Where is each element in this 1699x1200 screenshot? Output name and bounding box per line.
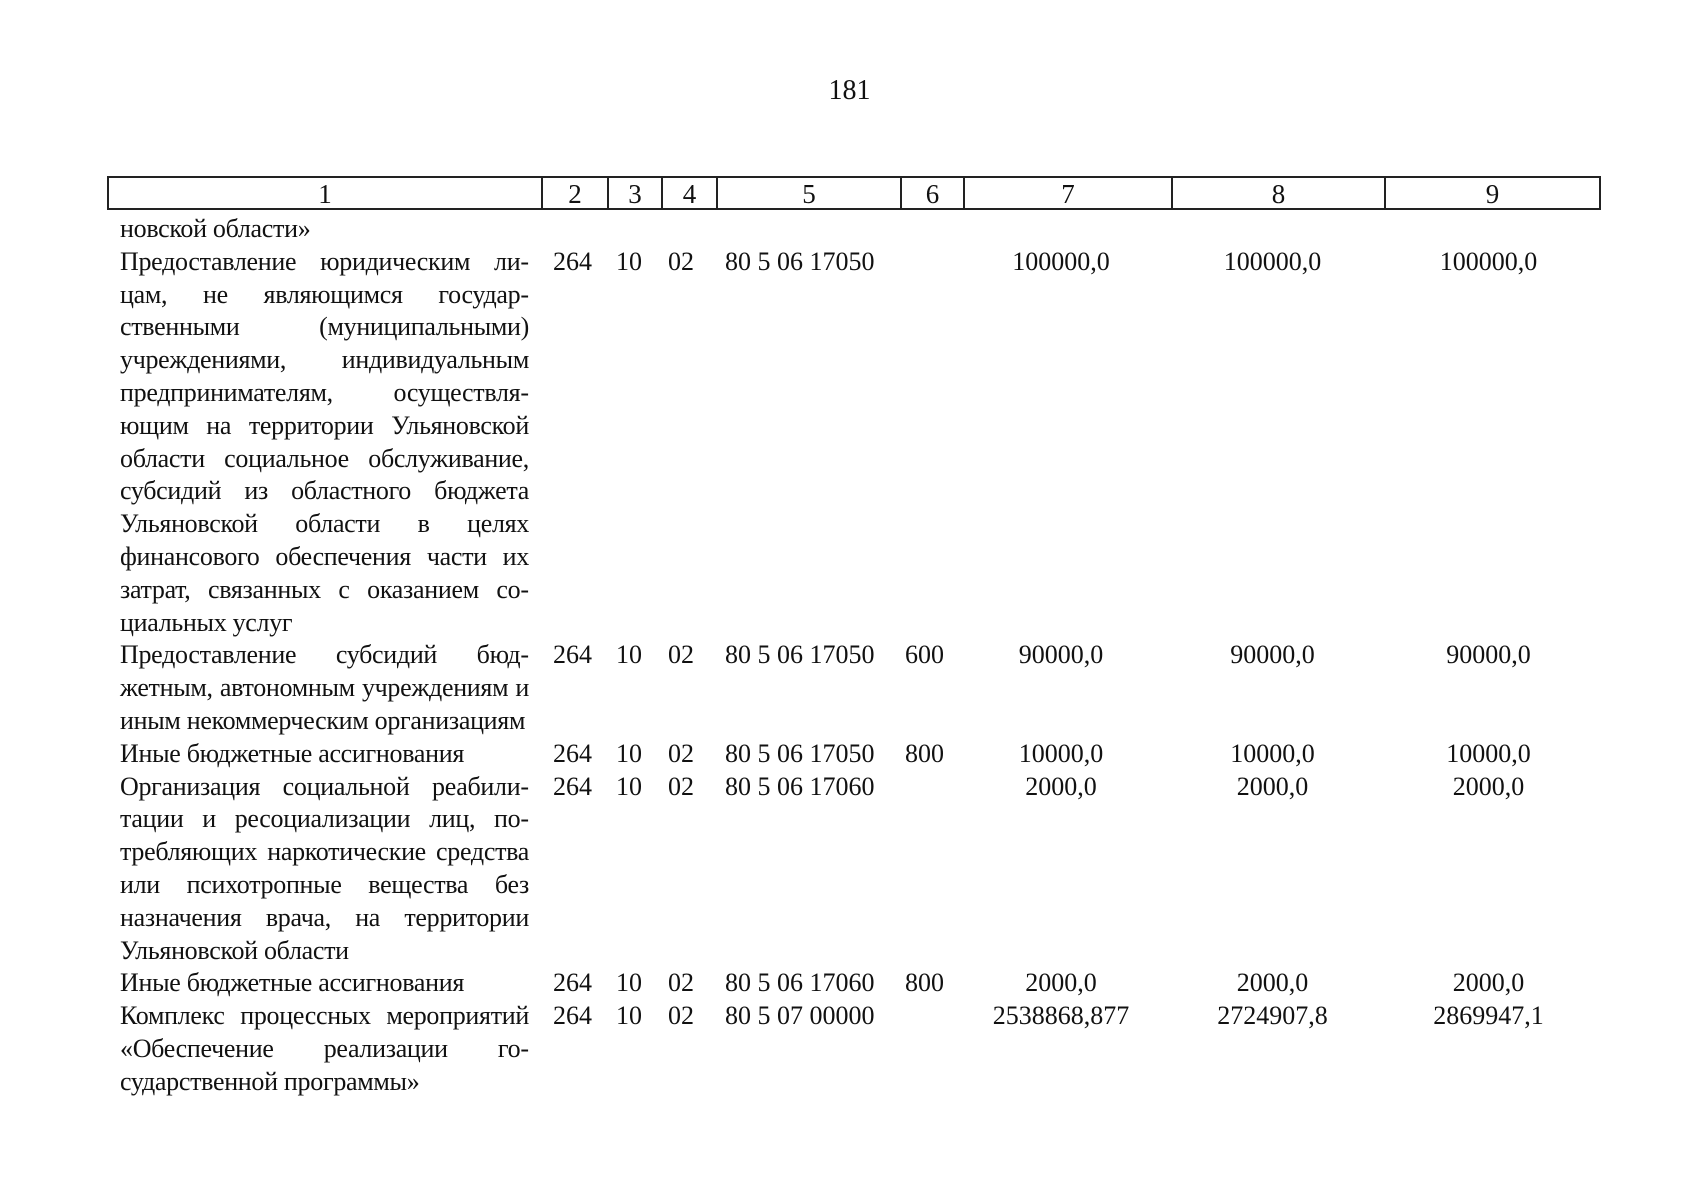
row-description: новской области» (120, 214, 311, 243)
row-code-col-2: 264 (553, 246, 592, 276)
row-code-col-4: 02 (668, 738, 694, 768)
row-code-col-6 (898, 213, 961, 246)
row-amount-col-7 (961, 213, 1169, 246)
row-code-col-5: 80 5 06 17050 (725, 738, 875, 768)
row-code-col-6: 600 (905, 640, 944, 670)
row-amount-col-8: 90000,0 (1230, 640, 1315, 670)
row-code-col-5: 80 5 06 17060 (725, 968, 875, 998)
row-description: Предоставление субсидий бюджетным, автономным учреждениям и иным некоммерческим организациям (120, 640, 529, 735)
row-amount-col-7: 90000,0 (1018, 640, 1104, 670)
row-code-col-6 (898, 1000, 961, 1098)
row-code-col-2: 264 (553, 738, 592, 768)
row-amount-col-7: 100000,0 (1012, 246, 1110, 276)
row-code-col-4: 02 (668, 640, 694, 670)
row-code-col-5: 80 5 06 17050 (725, 246, 875, 276)
header-col-8: 8 (1171, 178, 1384, 208)
row-code-col-3: 10 (616, 640, 642, 670)
header-col-9: 9 (1384, 178, 1599, 208)
row-amount-col-9: 2000,0 (1452, 968, 1525, 998)
row-amount-col-7: 2000,0 (1025, 968, 1097, 998)
header-col-1: 1 (318, 179, 332, 209)
row-amount-col-9: 90000,0 (1446, 640, 1531, 670)
row-code-col-3: 10 (616, 1001, 642, 1031)
row-amount-col-9: 2000,0 (1452, 771, 1525, 801)
row-code-col-6: 800 (905, 968, 944, 998)
table-row (107, 246, 1601, 640)
table-body (107, 213, 1601, 1099)
header-col-3: 3 (607, 178, 661, 208)
header-col-7: 7 (963, 178, 1171, 208)
row-code-col-6: 800 (905, 738, 944, 768)
row-description: Предоставление юридическим лицам, не являющимся государственными (муниципальными) учреждениями, индивидуальным предпринимателям, осуществляющим на территории Ульяновской области социальное обслуживание, субсидий из областного бюджета Ульяновской области в целях финансового обеспечения части их затрат, связанных с оказанием социальных услуг (120, 246, 529, 637)
row-code-col-3: 10 (616, 738, 642, 768)
row-code-col-2: 264 (553, 968, 592, 998)
table-row (107, 967, 1601, 1000)
row-code-col-3: 10 (616, 771, 642, 801)
row-amount-col-8: 2000,0 (1236, 771, 1309, 801)
row-code-col-4: 02 (668, 246, 694, 276)
page-number: 181 (828, 75, 871, 106)
row-amount-col-8: 2000,0 (1236, 968, 1309, 998)
table-header (107, 176, 1601, 210)
row-code-col-4 (659, 213, 714, 246)
table-row (107, 738, 1601, 771)
row-amount-col-7: 10000,0 (1018, 738, 1104, 768)
row-amount-col-8 (1169, 213, 1382, 246)
row-code-col-2 (539, 213, 605, 246)
row-code-col-3: 10 (616, 246, 642, 276)
row-code-col-5 (714, 213, 898, 246)
row-code-col-5: 80 5 07 00000 (725, 1001, 875, 1031)
row-code-col-6 (898, 771, 961, 968)
row-code-col-3 (605, 213, 659, 246)
row-code-col-6 (898, 246, 961, 640)
row-description: Иные бюджетные ассигнования (120, 968, 464, 998)
table-row (107, 213, 1601, 246)
row-code-col-5: 80 5 06 17050 (725, 640, 875, 670)
row-code-col-2: 264 (553, 771, 592, 801)
row-amount-col-7: 2000,0 (1025, 771, 1097, 801)
header-col-2: 2 (541, 178, 607, 208)
row-code-col-4: 02 (668, 968, 694, 998)
table-row (107, 771, 1601, 968)
row-description: Организация социальной реабилитации и ресоциализации лиц, потребляющих наркотические средства или психотропные вещества без назначения врача, на территории Ульяновской области (120, 771, 529, 965)
row-description: Комплекс процессных мероприятий «Обеспечение реализации государственной программы» (120, 1001, 529, 1096)
table-row (107, 1000, 1601, 1098)
row-amount-col-7: 2538868,877 (992, 1001, 1130, 1031)
header-col-4: 4 (661, 178, 716, 208)
row-code-col-2: 264 (553, 1001, 592, 1031)
table-row (107, 639, 1601, 737)
row-amount-col-8: 2724907,8 (1217, 1001, 1328, 1031)
row-code-col-3: 10 (616, 968, 642, 998)
row-code-col-4: 02 (668, 1001, 694, 1031)
row-code-col-5: 80 5 06 17060 (725, 771, 875, 801)
row-amount-col-8: 100000,0 (1223, 246, 1322, 276)
header-col-6: 6 (900, 178, 963, 208)
row-amount-col-8: 10000,0 (1230, 738, 1315, 768)
row-code-col-2: 264 (553, 640, 592, 670)
row-amount-col-9: 2869947,1 (1433, 1001, 1544, 1031)
row-description: Иные бюджетные ассигнования (120, 738, 464, 768)
header-col-5: 5 (716, 178, 900, 208)
row-code-col-4: 02 (668, 771, 694, 801)
row-amount-col-9: 10000,0 (1446, 738, 1531, 768)
row-amount-col-9: 100000,0 (1439, 246, 1538, 276)
row-amount-col-9 (1382, 213, 1601, 246)
